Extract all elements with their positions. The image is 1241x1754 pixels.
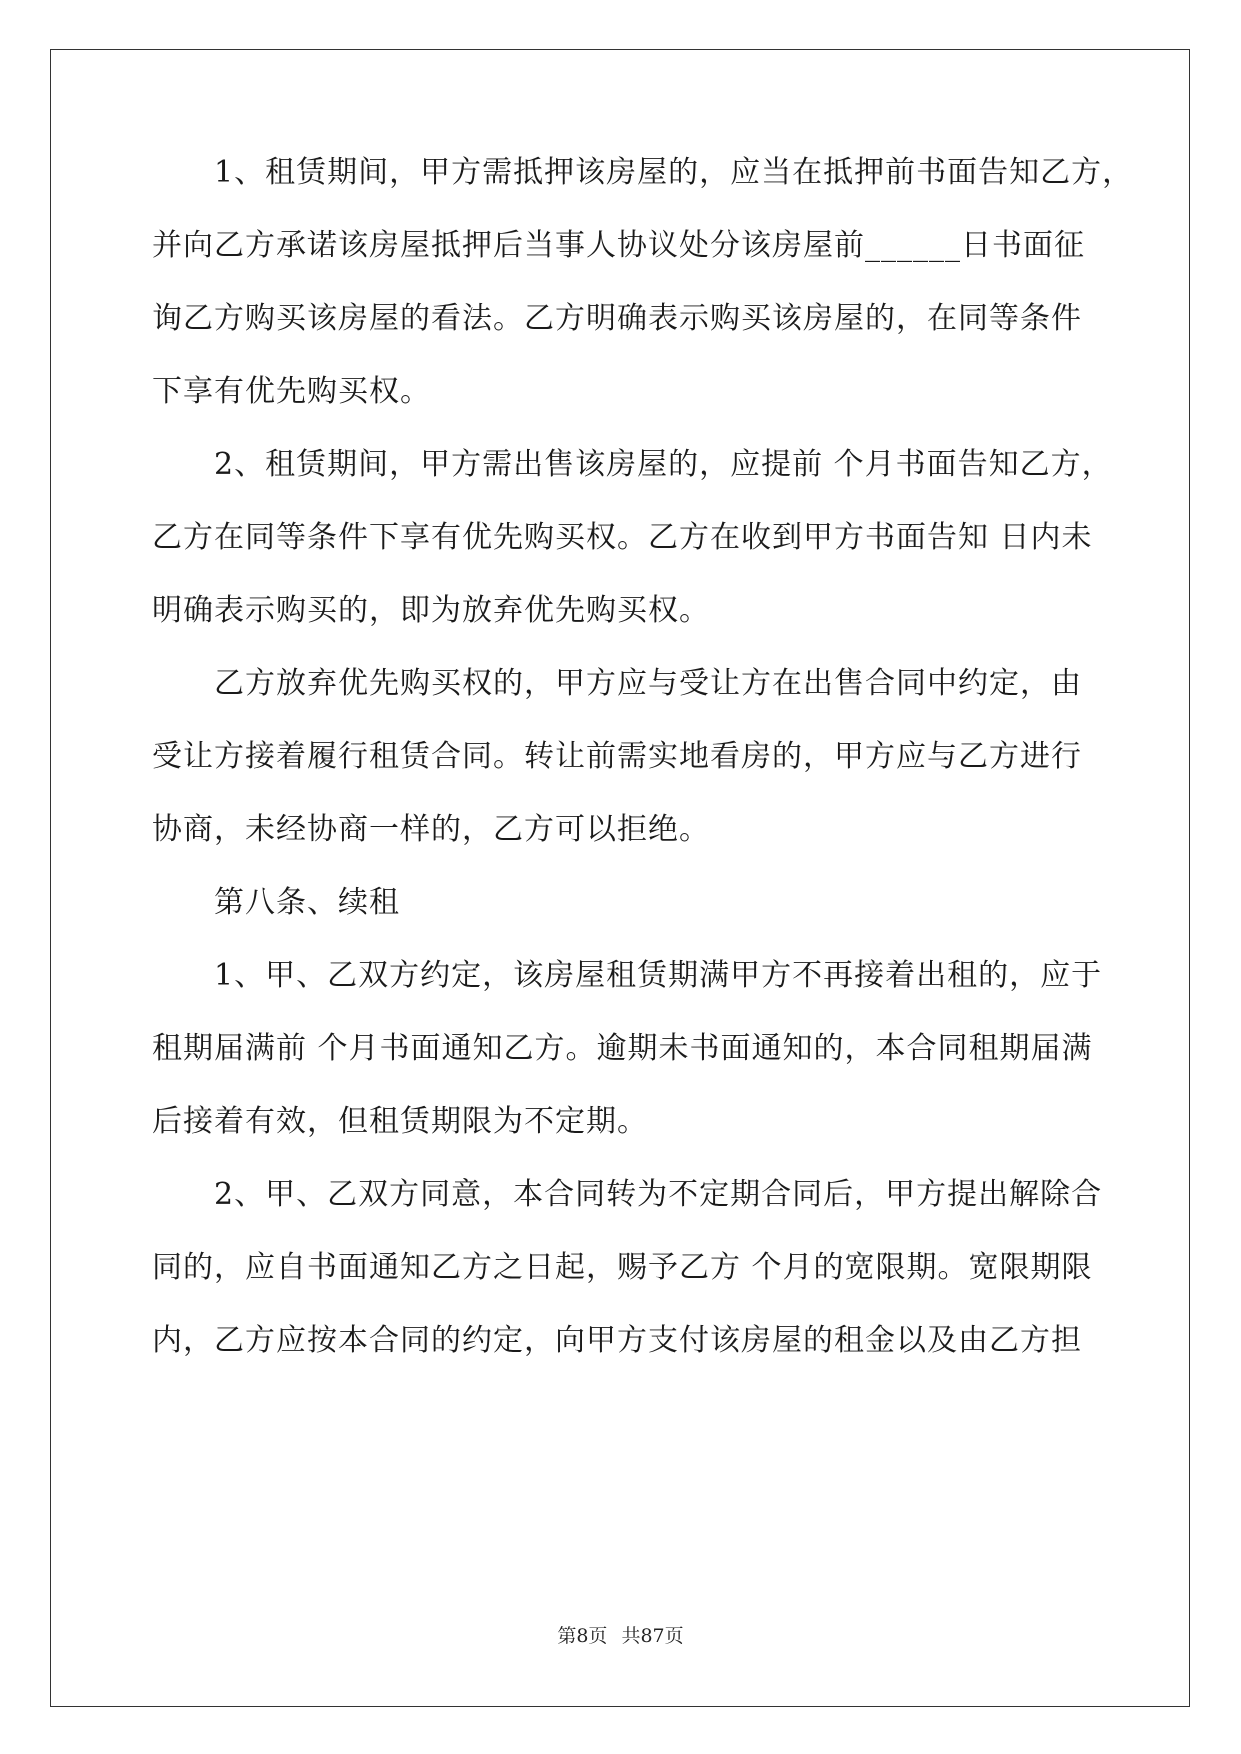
text-line: 下享有优先购买权。 [152, 374, 431, 409]
text-line: 询乙方购买该房屋的看法。乙方明确表示购买该房屋的，在同等条件 [152, 301, 1082, 336]
text-line: 同的，应自书面通知乙方之日起，赐予乙方 个月的宽限期。宽限期限 [152, 1250, 1093, 1285]
text-line: 1、甲、乙双方约定，该房屋租赁期满甲方不再接着出租的，应于 [152, 958, 1103, 993]
text-line: 协商，未经协商一样的，乙方可以拒绝。 [152, 812, 710, 847]
text-line: 明确表示购买的，即为放弃优先购买权。 [152, 593, 710, 628]
text-line: 乙方在同等条件下享有优先购买权。乙方在收到甲方书面告知 日内未 [152, 520, 1093, 555]
text-line: 受让方接着履行租赁合同。转让前需实地看房的，甲方应与乙方进行 [152, 739, 1082, 774]
text-line: 后接着有效，但租赁期限为不定期。 [152, 1104, 648, 1139]
page-footer [0, 1624, 1241, 1648]
text-line: 2、租赁期间，甲方需出售该房屋的，应提前 个月书面告知乙方， [152, 447, 1113, 482]
page-border [50, 49, 1190, 1707]
text-line: 2、甲、乙双方同意，本合同转为不定期合同后，甲方提出解除合 [152, 1177, 1103, 1212]
page-number: 第8页 [557, 1625, 608, 1647]
page-total: 共87页 [621, 1625, 684, 1647]
text-line: 乙方放弃优先购买权的，甲方应与受让方在出售合同中约定，由 [152, 666, 1082, 701]
text-line: 内，乙方应按本合同的约定，向甲方支付该房屋的租金以及由乙方担 [152, 1323, 1082, 1358]
text-line: 租期届满前 个月书面通知乙方。逾期未书面通知的，本合同租期届满 [152, 1031, 1093, 1066]
section-heading: 第八条、续租 [152, 885, 400, 920]
text-line: 并向乙方承诺该房屋抵押后当事人协议处分该房屋前______日书面征 [152, 228, 1085, 263]
text-line: 1、租赁期间，甲方需抵押该房屋的，应当在抵押前书面告知乙方， [152, 155, 1134, 190]
